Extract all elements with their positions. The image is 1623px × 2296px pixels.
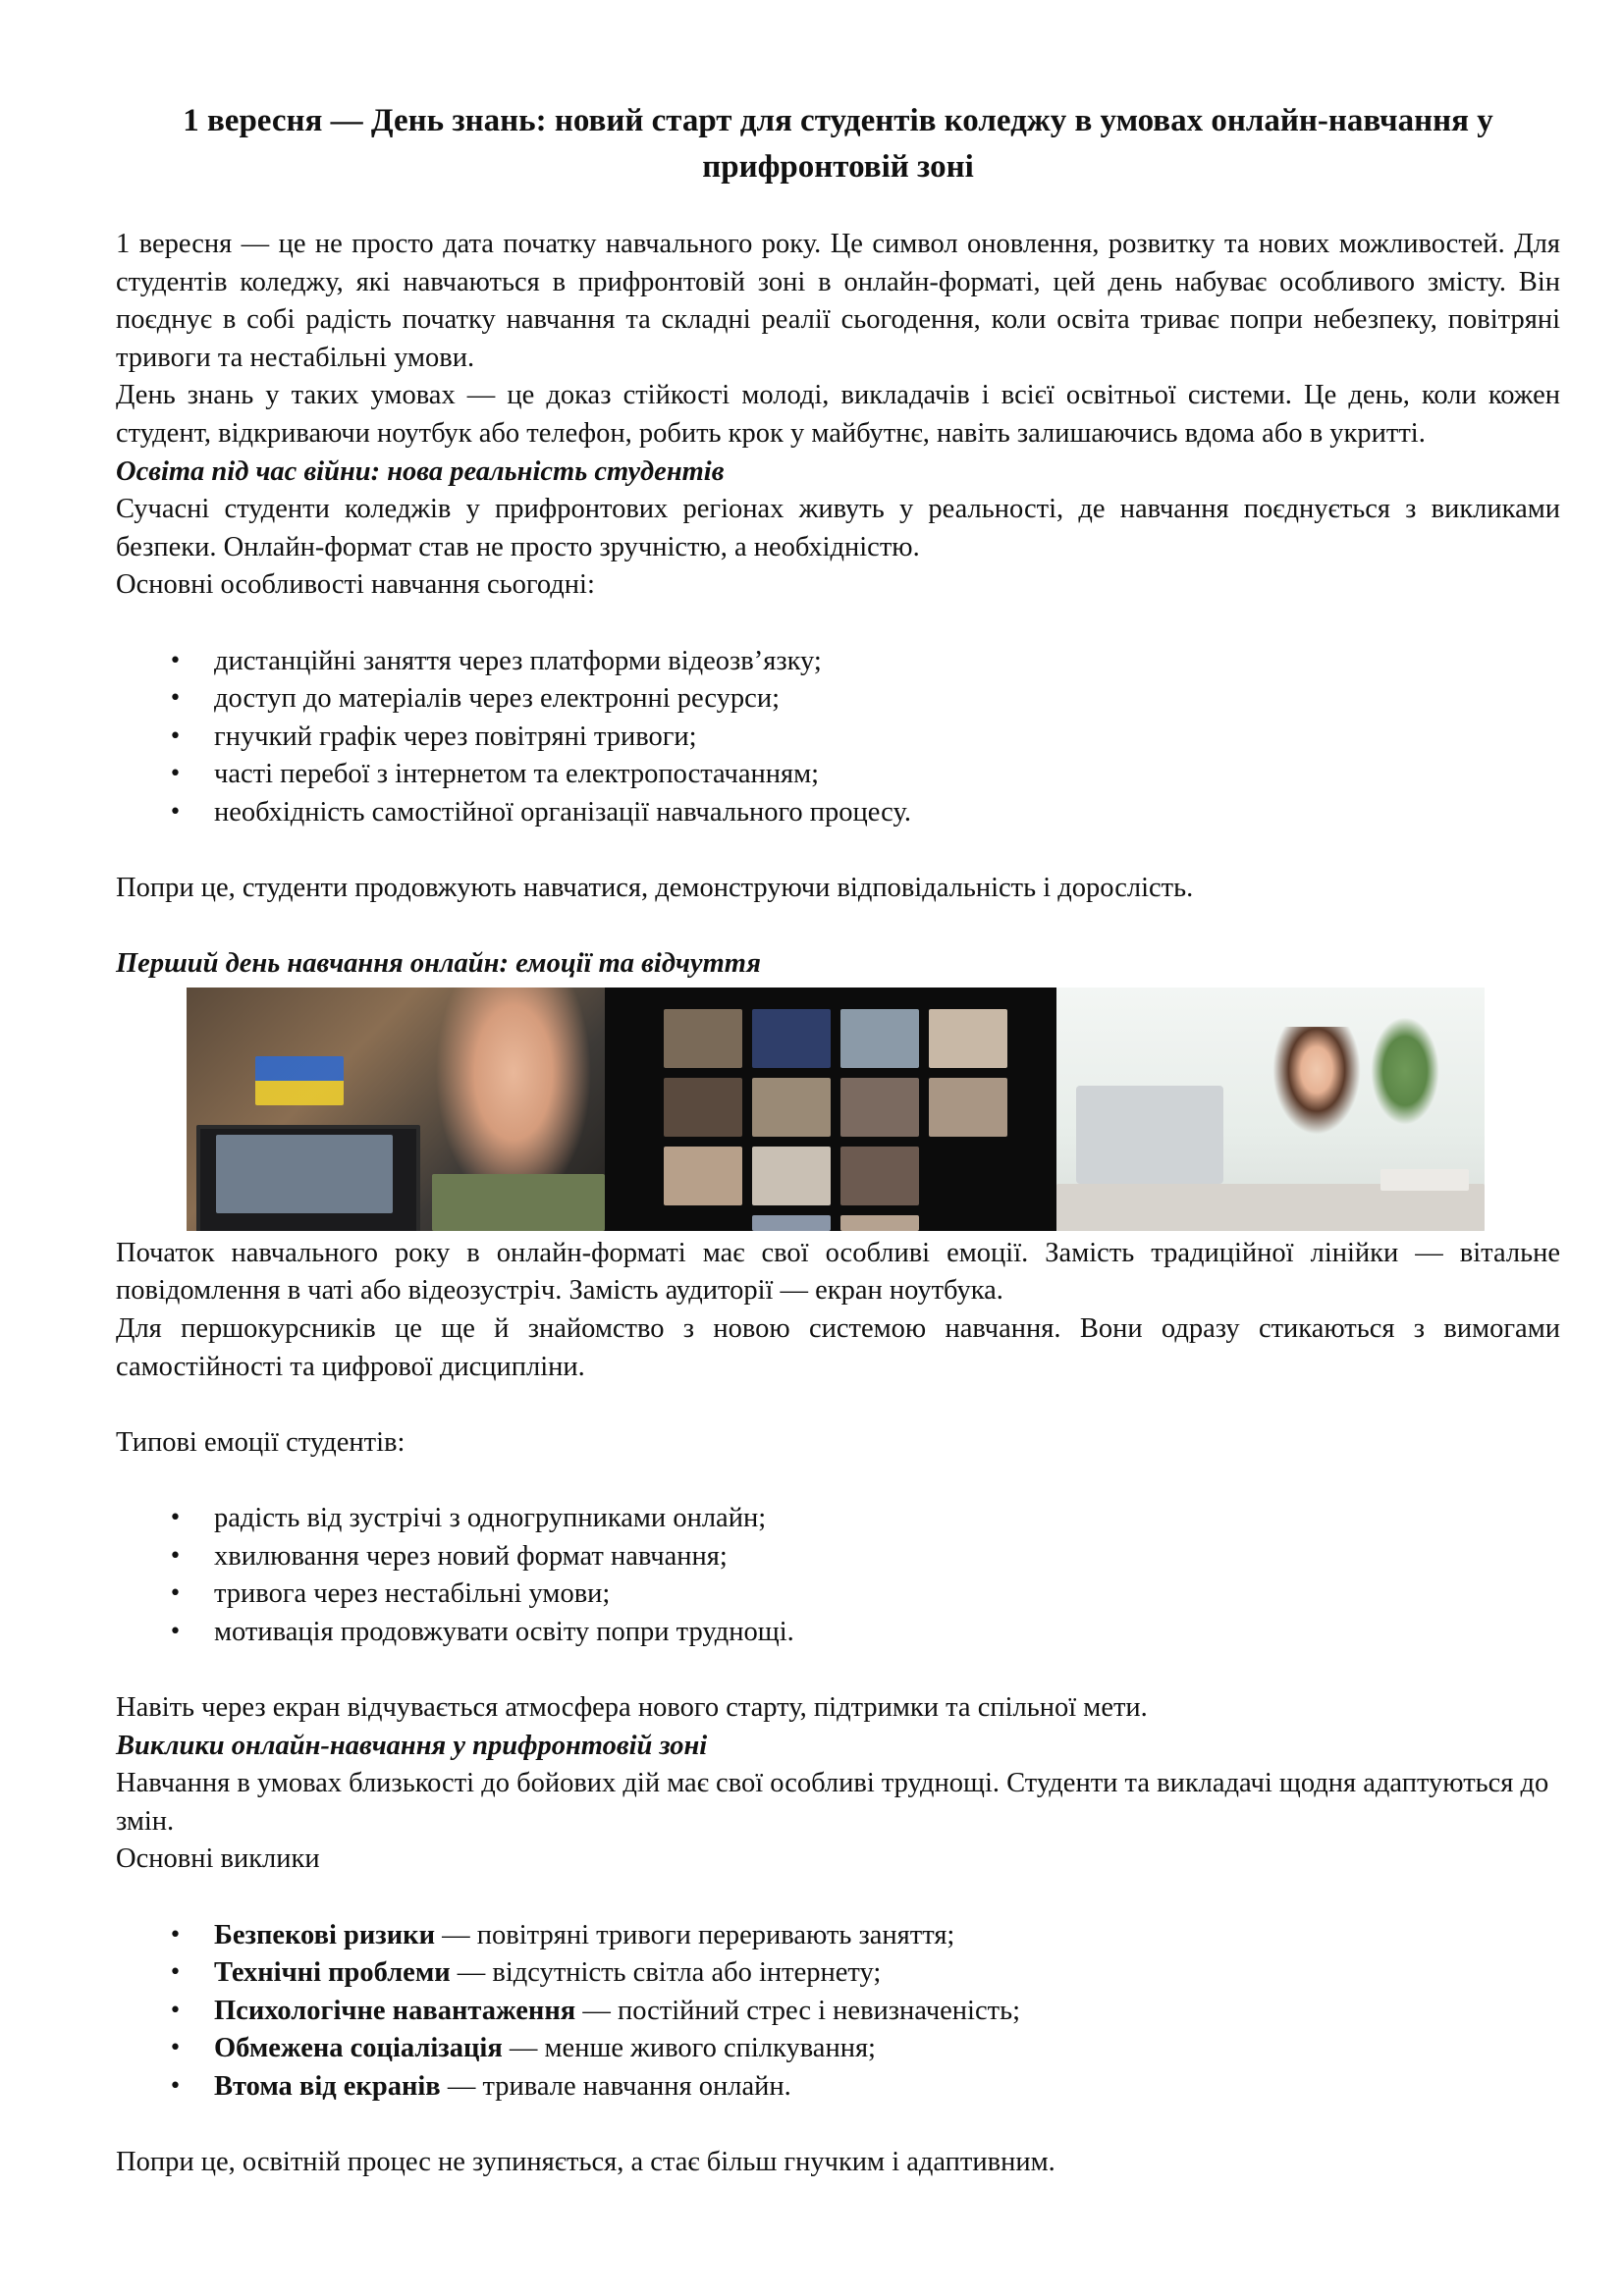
section3-heading: Виклики онлайн-навчання у прифронтовій зоні (116, 1730, 708, 1761)
list-item: • тривога через нестабільні умови; (116, 1575, 1560, 1614)
photo-strip (187, 988, 1485, 1231)
section1-text: Сучасні студенти коледжів у прифронтових регіонах живуть у реальності, де навчання поєднується з викликами безпеки. Онлайн-формат став не просто зручністю, а необхідністю. (116, 494, 1560, 562)
girl-headphones-photo (1056, 988, 1485, 1231)
list-item: • часті перебої з інтернетом та електропостачанням; (116, 756, 1560, 794)
list-item (116, 1917, 1560, 1955)
item-bold-label: Технічні проблеми (214, 1957, 451, 1989)
list-item: • радість від зустрічі з одногрупниками онлайн; (116, 1500, 1560, 1538)
section2-list-intro: Типові емоції студентів: (116, 1426, 406, 1458)
item-bold-label: Психологічне навантаження (214, 1995, 576, 2026)
section3-conclusion: Попри це, освітній процес не зупиняється, а стає більш гнучким і адаптивним. (116, 2147, 1055, 2178)
student-laptop-photo (187, 988, 605, 1231)
item-text: — менше живого спілкування; (502, 2033, 876, 2064)
intro-paragraph-2: День знань у таких умовах — це доказ стійкості молоді, викладачів і всієї освітньої системи. Це день, коли кожен студент, відкриваючи ноутбук або телефон, робить крок у майбутнє, навіть залишаючись вдома або в укритті. (116, 380, 1560, 449)
section1-list-intro: Основні особливості навчання сьогодні: (116, 569, 595, 601)
section3-text: Навчання в умовах близькості до бойових дій має свої особливі труднощі. Студенти та викладачі щодня адаптуються до змін. (116, 1768, 1549, 1837)
item-bold-label: Втома від екранів (214, 2070, 441, 2102)
list-item: • дистанційні заняття через платформи відеозв’язку; (116, 643, 1560, 681)
item-bold-label: Обмежена соціалізація (214, 2033, 503, 2064)
item-text: — тривале навчання онлайн. (440, 2070, 791, 2102)
list-item: • необхідність самостійної організації навчального процесу. (116, 794, 1560, 832)
list-item: • мотивація продовжувати освіту попри труднощі. (116, 1614, 1560, 1652)
document-title: 1 вересня — День знань: новий старт для студентів коледжу в умовах онлайн-навчання у прифронтовій зоні (183, 103, 1493, 185)
list-item (116, 1993, 1560, 2031)
item-text: — відсутність світла або інтернету; (450, 1957, 882, 1989)
section3-list-intro: Основні виклики (116, 1843, 320, 1875)
section2-list (116, 1500, 1560, 1651)
section1-list (116, 643, 1560, 832)
item-text: — повітряні тривоги переривають заняття; (435, 1919, 955, 1950)
section2-conclusion: Навіть через екран відчувається атмосфера нового старту, підтримки та спільної мети. (116, 1692, 1148, 1723)
intro-paragraph-1: 1 вересня — це не просто дата початку навчального року. Це символ оновлення, розвитку та нових можливостей. Для студентів коледжу, які навчаються в прифронтовій зоні в онлайн-форматі, цей день набуває особливого змісту. Він поєднує в собі радість початку навчання та складні реалії сьогодення, коли освіта триває попри небезпеку, повітряні тривоги та нестабільні умови. (116, 229, 1560, 373)
list-item: • хвилювання через новий формат навчання; (116, 1538, 1560, 1576)
section1-conclusion: Попри це, студенти продовжують навчатися, демонструючи відповідальність і дорослість. (116, 873, 1194, 904)
section2-heading: Перший день навчання онлайн: емоції та відчуття (116, 948, 761, 980)
item-bold-label: Безпекові ризики (214, 1919, 436, 1950)
list-item (116, 2068, 1560, 2107)
list-item: • доступ до матеріалів через електронні ресурси; (116, 680, 1560, 719)
video-call-grid-photo (605, 988, 1056, 1231)
document-body (116, 226, 1560, 2182)
list-item: • гнучкий графік через повітряні тривоги; (116, 719, 1560, 757)
section2-text-2: Для першокурсників це ще й знайомство з новою системою навчання. Вони одразу стикаються з вимогами самостійності та цифрової дисципліни. (116, 1313, 1560, 1382)
list-item (116, 2030, 1560, 2068)
list-item (116, 1954, 1560, 1993)
section3-list (116, 1917, 1560, 2107)
section1-heading: Освіта під час війни: нова реальність студентів (116, 455, 725, 487)
document-page (116, 98, 1560, 2182)
section2-text-1: Початок навчального року в онлайн-форматі має свої особливі емоції. Замість традиційної лінійки — вітальне повідомлення в чаті або відеозустріч. Замість аудиторії — екран ноутбука. (116, 1237, 1560, 1307)
item-text: — постійний стрес і невизначеність; (575, 1995, 1020, 2026)
